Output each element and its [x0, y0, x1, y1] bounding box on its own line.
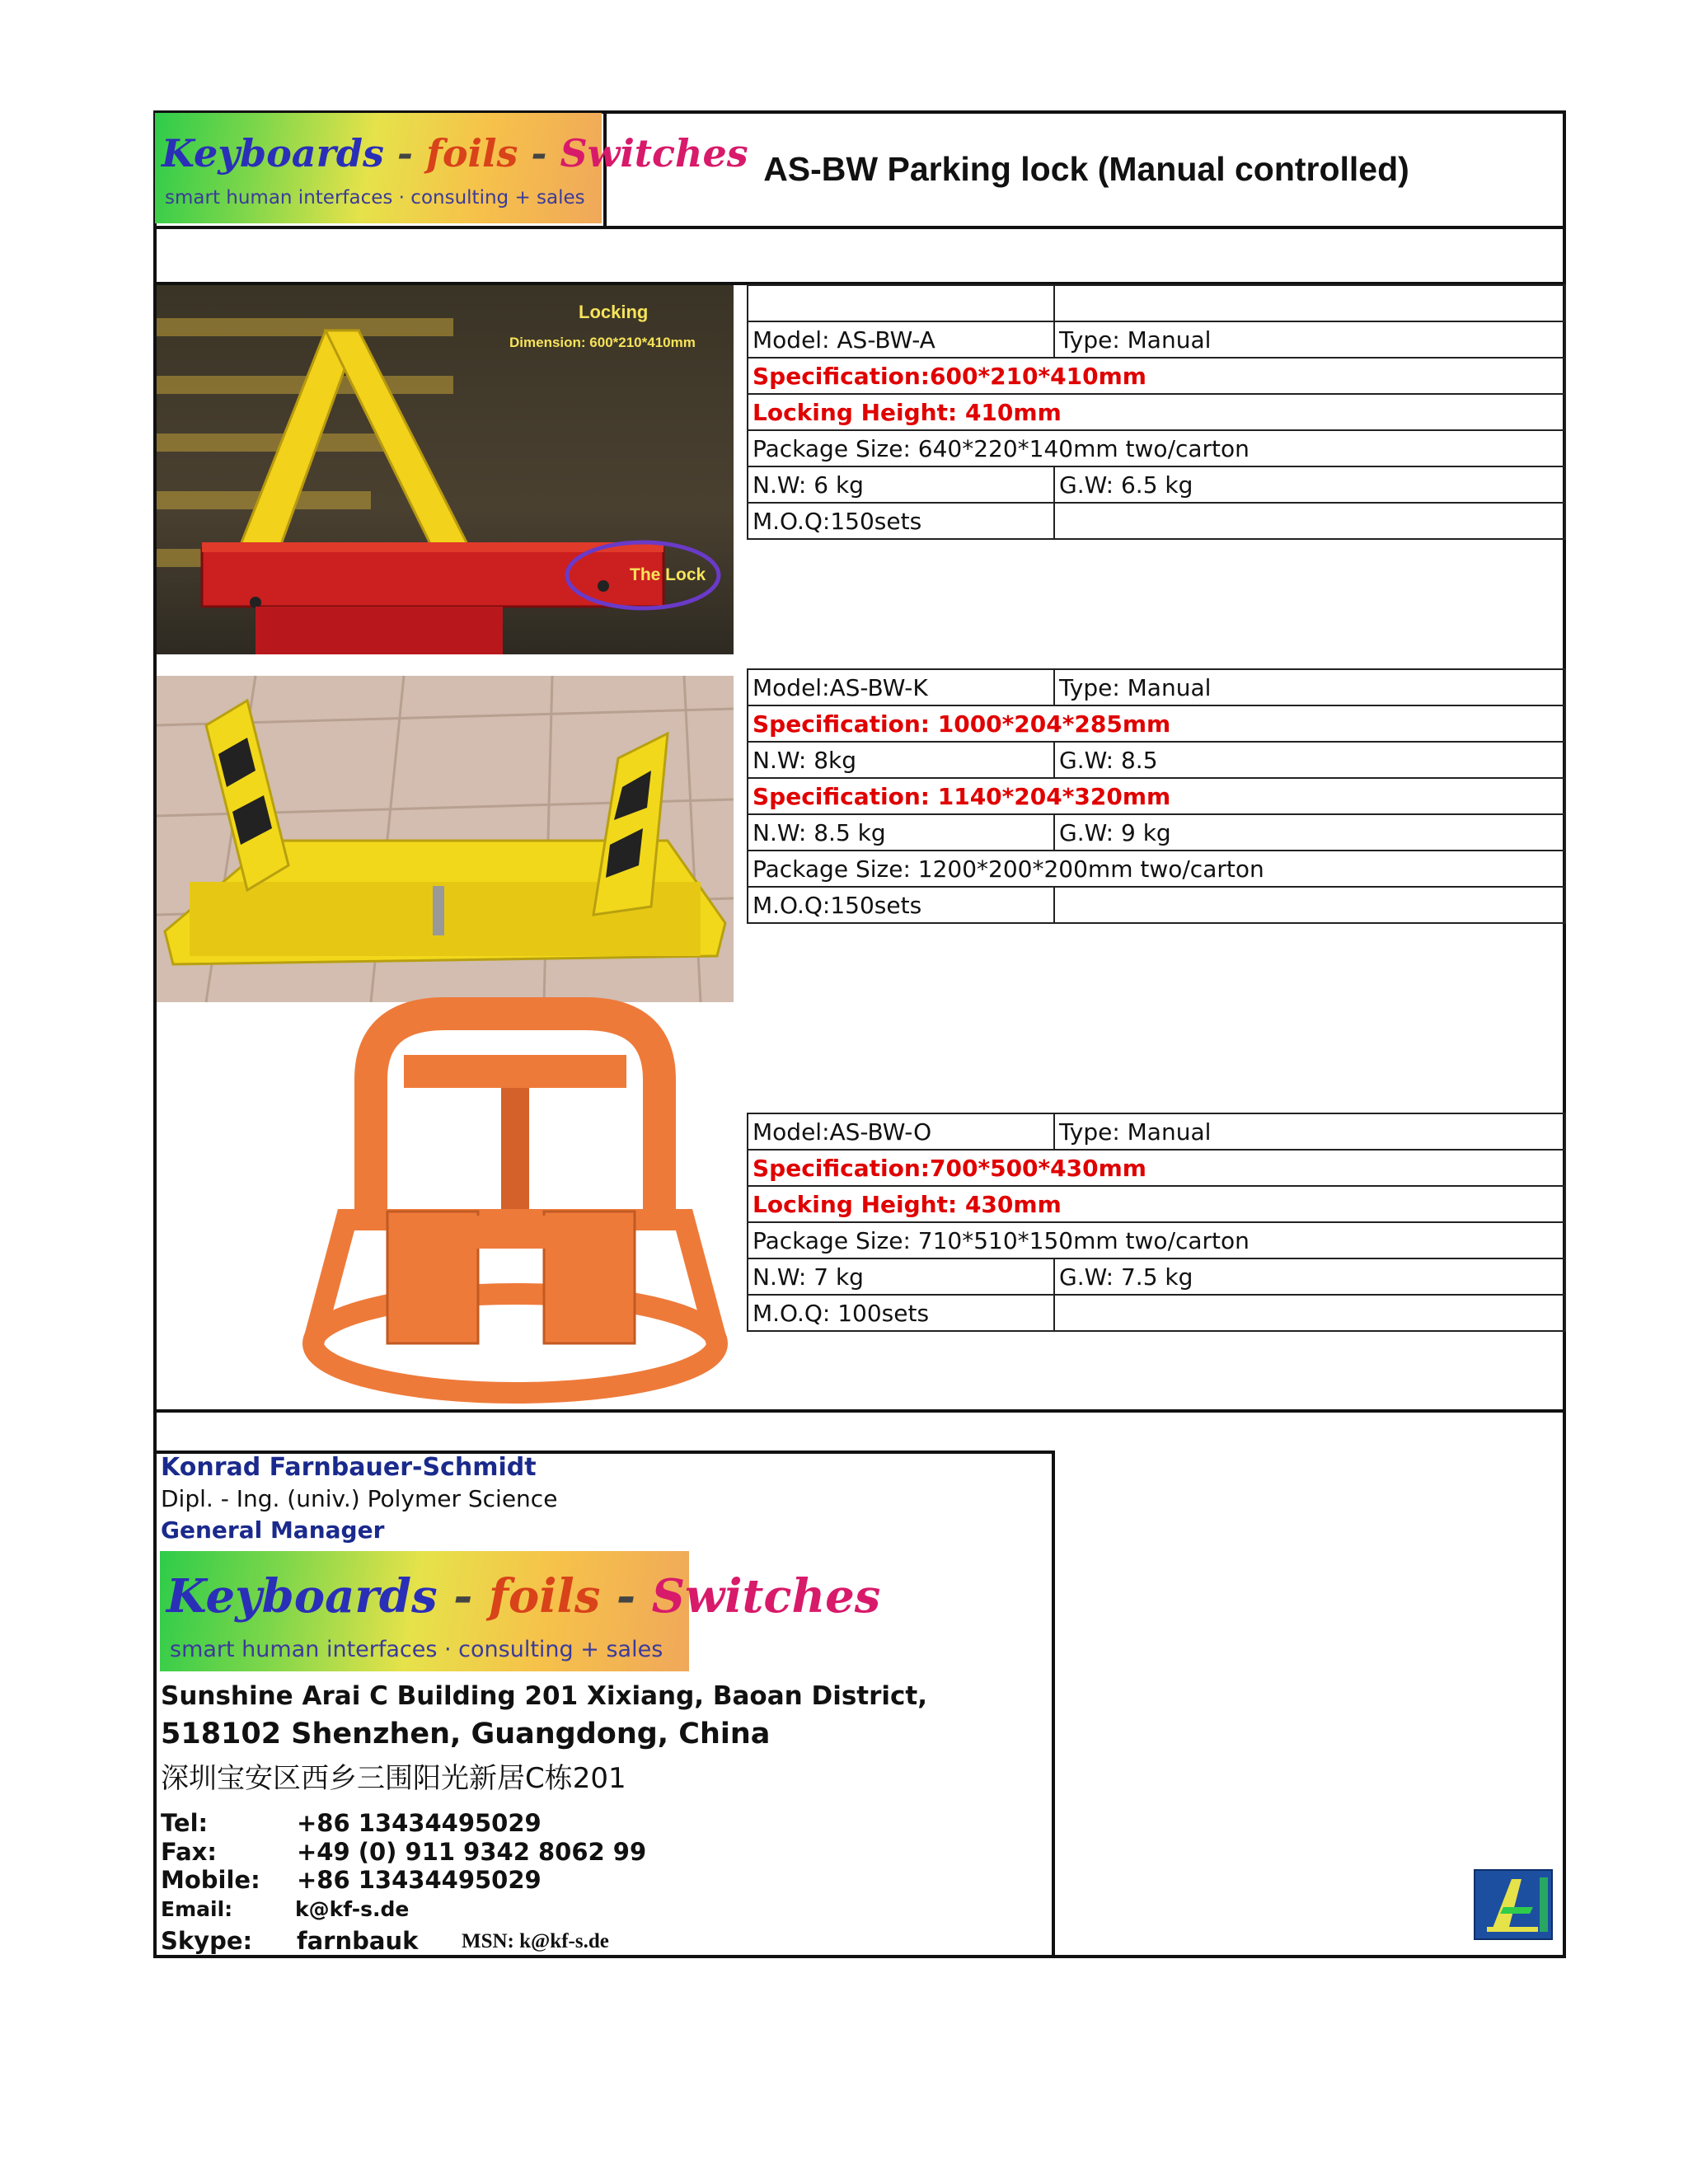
table-row — [748, 778, 1565, 814]
mobile-label: Mobile: — [161, 1866, 260, 1894]
product-photo-as-bw-k — [157, 676, 734, 1002]
table-row — [748, 742, 1565, 778]
contact-position: General Manager — [161, 1516, 385, 1544]
email-value: k@kf-s.de — [295, 1897, 410, 1921]
net-weight-cell: N.W: 6 kg — [748, 466, 1054, 503]
logo-foils: foils — [426, 131, 518, 176]
table-row — [748, 705, 1565, 742]
table-row — [748, 669, 1565, 705]
table-row — [748, 394, 1565, 430]
company-logo-footer — [160, 1551, 881, 1671]
gross-weight-cell: G.W: 6.5 kg — [1054, 466, 1565, 503]
table-row — [748, 1222, 1565, 1258]
net-weight-cell: N.W: 8.5 kg — [748, 814, 1054, 851]
type-cell: Type: Manual — [1054, 321, 1565, 358]
table-row — [748, 1186, 1565, 1222]
address-line-2: 518102 Shenzhen, Guangdong, China — [161, 1718, 771, 1750]
specification-cell: Specification:700*500*430mm — [748, 1150, 1565, 1186]
moq-cell: M.O.Q:150sets — [748, 503, 1054, 539]
table-row — [748, 430, 1565, 466]
net-weight-cell: N.W: 7 kg — [748, 1258, 1054, 1295]
footer-divider — [153, 1409, 1566, 1413]
moq-cell: M.O.Q:150sets — [748, 887, 1054, 923]
type-cell: Type: Manual — [1054, 669, 1565, 705]
tel-label: Tel: — [161, 1809, 209, 1837]
parking-lock-o-illustration — [297, 1005, 734, 1401]
logo-sep: - — [518, 131, 560, 176]
specification-cell: Specification: 1140*204*320mm — [748, 778, 1565, 814]
product-photo-as-bw-o — [297, 1005, 734, 1401]
spec-table-as-bw-k — [747, 668, 1566, 924]
specification-cell: Specification:600*210*410mm — [748, 358, 1565, 394]
gross-weight-cell: G.W: 9 kg — [1054, 814, 1565, 851]
logo-tagline: smart human interfaces · consulting + sales — [165, 187, 585, 209]
specification-cell: Specification: 1000*204*285mm — [748, 705, 1565, 742]
logo-sep: - — [600, 1569, 652, 1624]
cell — [1054, 887, 1565, 923]
cell — [748, 285, 1054, 321]
skype-value: farnbauk — [297, 1927, 419, 1955]
product-photo-as-bw-a — [157, 285, 734, 654]
tel-value: +86 13434495029 — [297, 1809, 542, 1837]
logo-sep: - — [437, 1569, 489, 1624]
logo-switches: Switches — [651, 1569, 881, 1624]
package-size-cell: Package Size: 640*220*140mm two/carton — [748, 430, 1565, 466]
table-row — [748, 887, 1565, 923]
table-row — [748, 1258, 1565, 1295]
company-emblem-icon — [1474, 1869, 1553, 1940]
table-row — [748, 814, 1565, 851]
logo-switches: Switches — [560, 131, 748, 176]
model-cell: Model: AS-BW-A — [748, 321, 1054, 358]
mobile-value: +86 13434495029 — [297, 1866, 542, 1894]
table-row — [748, 503, 1565, 539]
logo-sep: - — [383, 131, 427, 176]
locking-height-cell: Locking Height: 410mm — [748, 394, 1565, 430]
model-cell: Model:AS-BW-O — [748, 1113, 1054, 1150]
spec-table-as-bw-a — [747, 284, 1566, 540]
model-cell: Model:AS-BW-K — [748, 669, 1054, 705]
contact-degree: Dipl. - Ing. (univ.) Polymer Science — [161, 1485, 558, 1512]
package-size-cell: Package Size: 710*510*150mm two/carton — [748, 1222, 1565, 1258]
cell — [1054, 503, 1565, 539]
logo-tagline: smart human interfaces · consulting + sales — [170, 1637, 663, 1662]
cell — [1054, 285, 1565, 321]
cell — [1054, 1295, 1565, 1331]
moq-cell: M.O.Q: 100sets — [748, 1295, 1054, 1331]
address-line-1: Sunshine Arai C Building 201 Xixiang, Baoan District, — [161, 1681, 928, 1711]
table-row — [748, 1113, 1565, 1150]
package-size-cell: Package Size: 1200*200*200mm two/carton — [748, 851, 1565, 887]
address-chinese: 深圳宝安区西乡三围阳光新居C栋201 — [161, 1762, 626, 1795]
locking-height-cell: Locking Height: 430mm — [748, 1186, 1565, 1222]
net-weight-cell: N.W: 8kg — [748, 742, 1054, 778]
table-row — [748, 466, 1565, 503]
table-row — [748, 285, 1565, 321]
spec-table-as-bw-o — [747, 1113, 1566, 1332]
table-row — [748, 321, 1565, 358]
company-logo — [155, 113, 748, 223]
email-label: Email: — [161, 1897, 233, 1921]
msn-value: MSN: k@kf-s.de — [462, 1930, 609, 1952]
contact-name: Konrad Farnbauer-Schmidt — [161, 1453, 537, 1482]
table-row — [748, 358, 1565, 394]
gross-weight-cell: G.W: 8.5 — [1054, 742, 1565, 778]
page-title: AS-BW Parking lock (Manual controlled) — [763, 149, 1409, 188]
photo-label-locking: Locking — [579, 302, 649, 322]
gross-weight-cell: G.W: 7.5 kg — [1054, 1258, 1565, 1295]
table-row — [748, 1150, 1565, 1186]
fax-value: +49 (0) 911 9342 8062 99 — [297, 1838, 647, 1866]
table-row — [748, 1295, 1565, 1331]
photo-label-the-lock: The Lock — [630, 565, 706, 584]
parking-lock-k-illustration — [157, 676, 734, 1002]
photo-label-dimension: Dimension: 600*210*410mm — [509, 335, 696, 350]
logo-keyboards: Keyboards — [162, 131, 384, 176]
skype-label: Skype: — [161, 1927, 253, 1955]
logo-foils: foils — [488, 1569, 601, 1624]
logo-keyboards: Keyboards — [166, 1569, 438, 1624]
emblem-mark — [1475, 1871, 1551, 1938]
type-cell: Type: Manual — [1054, 1113, 1565, 1150]
table-row — [748, 851, 1565, 887]
fax-label: Fax: — [161, 1838, 217, 1866]
